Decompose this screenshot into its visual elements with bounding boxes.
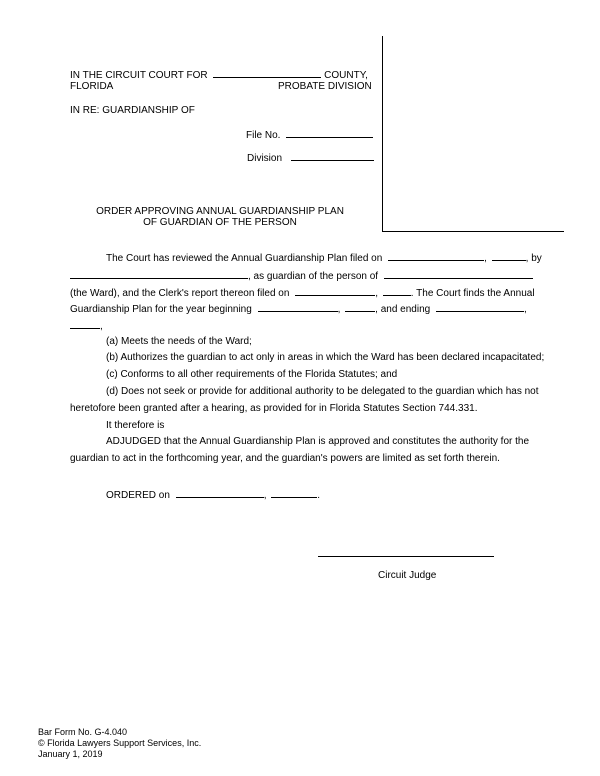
body-text: (the Ward), and the Clerk's report thereon filed on (70, 288, 290, 299)
adjudged-line1: ADJUDGED that the Annual Guardianship Plan is approved and constitutes the authority for the (106, 436, 530, 447)
ordered-label: ORDERED on (106, 490, 170, 501)
body-text: , as guardian of the person of (248, 271, 379, 282)
plan-begin-year-field[interactable] (345, 302, 375, 312)
body-text: , and ending (375, 304, 431, 315)
clerk-report-year-field[interactable] (383, 286, 411, 296)
form-footer (38, 727, 201, 760)
body-line-2 (70, 269, 533, 282)
division-row (247, 151, 374, 164)
guardian-name-field[interactable] (70, 269, 248, 279)
body-text: , (337, 304, 341, 315)
clerk-report-date-field[interactable] (295, 286, 375, 296)
plan-end-year-field[interactable] (70, 319, 100, 329)
copyright-notice: © Florida Lawyers Support Services, Inc. (38, 738, 202, 748)
body-text: , (523, 304, 527, 315)
body-text: . (317, 490, 321, 501)
state-label: FLORIDA (70, 81, 114, 92)
document-title-line2: OF GUARDIAN OF THE PERSON (143, 217, 297, 228)
plan-filed-date-field[interactable] (388, 251, 484, 261)
body-text: , (375, 288, 378, 299)
file-no-field[interactable] (286, 128, 373, 138)
body-text: , by (525, 253, 542, 264)
plan-begin-date-field[interactable] (258, 302, 338, 312)
division-field[interactable] (291, 151, 374, 161)
body-text: The Court has reviewed the Annual Guardianship Plan filed on (106, 253, 383, 264)
document-title-line1: ORDER APPROVING ANNUAL GUARDIANSHIP PLAN (96, 206, 344, 217)
body-text: . The Court finds the Annual (410, 288, 535, 299)
county-suffix: COUNTY, (324, 70, 368, 81)
finding-b: (b) Authorizes the guardian to act only in areas in which the Ward has been declared incapacitated; (106, 352, 545, 363)
judge-label: Circuit Judge (378, 570, 437, 581)
judge-signature-line[interactable] (318, 556, 494, 557)
file-no-label: File No. (246, 130, 281, 141)
finding-c: (c) Conforms to all other requirements of the Florida Statutes; and (106, 369, 398, 380)
division-label: Division (247, 153, 283, 164)
adjudged-line2: guardian to act in the forthcoming year, and the guardian's powers are limited as set forth therein. (70, 453, 500, 464)
body-text: , (484, 253, 487, 264)
plan-filed-year-field[interactable] (492, 251, 526, 261)
finding-a: (a) Meets the needs of the Ward; (106, 336, 252, 347)
court-line (70, 68, 368, 81)
body-line-4 (70, 302, 527, 315)
court-prefix: IN THE CIRCUIT COURT FOR (70, 70, 208, 81)
body-line-3 (70, 286, 535, 299)
body-text: , (263, 490, 267, 501)
finding-d-line2: heretofore been granted after a hearing, as provided for in Florida Statutes Section 744.331. (70, 403, 478, 414)
form-date: January 1, 2019 (38, 749, 103, 759)
finding-d-line1: (d) Does not seek or provide for additional authority to be delegated to the guardian which has not (106, 386, 539, 397)
ordered-year-field[interactable] (271, 488, 317, 498)
county-blank[interactable] (213, 68, 321, 78)
therefore-text: It therefore is (106, 420, 165, 431)
caption-horizontal-rule (382, 231, 564, 232)
ward-name-field[interactable] (384, 269, 533, 279)
file-no-row (246, 128, 373, 141)
ordered-date-field[interactable] (176, 488, 264, 498)
caption-vertical-rule (382, 36, 383, 231)
body-line-1 (106, 251, 542, 264)
in-re-label: IN RE: GUARDIANSHIP OF (70, 105, 195, 116)
plan-end-date-field[interactable] (436, 302, 524, 312)
body-text: Guardianship Plan for the year beginning (70, 304, 252, 315)
body-line-5 (70, 319, 103, 332)
form-number: Bar Form No. G-4.040 (38, 727, 128, 737)
body-text: , (100, 321, 103, 332)
ordered-row (106, 488, 320, 501)
division-name: PROBATE DIVISION (278, 81, 372, 92)
